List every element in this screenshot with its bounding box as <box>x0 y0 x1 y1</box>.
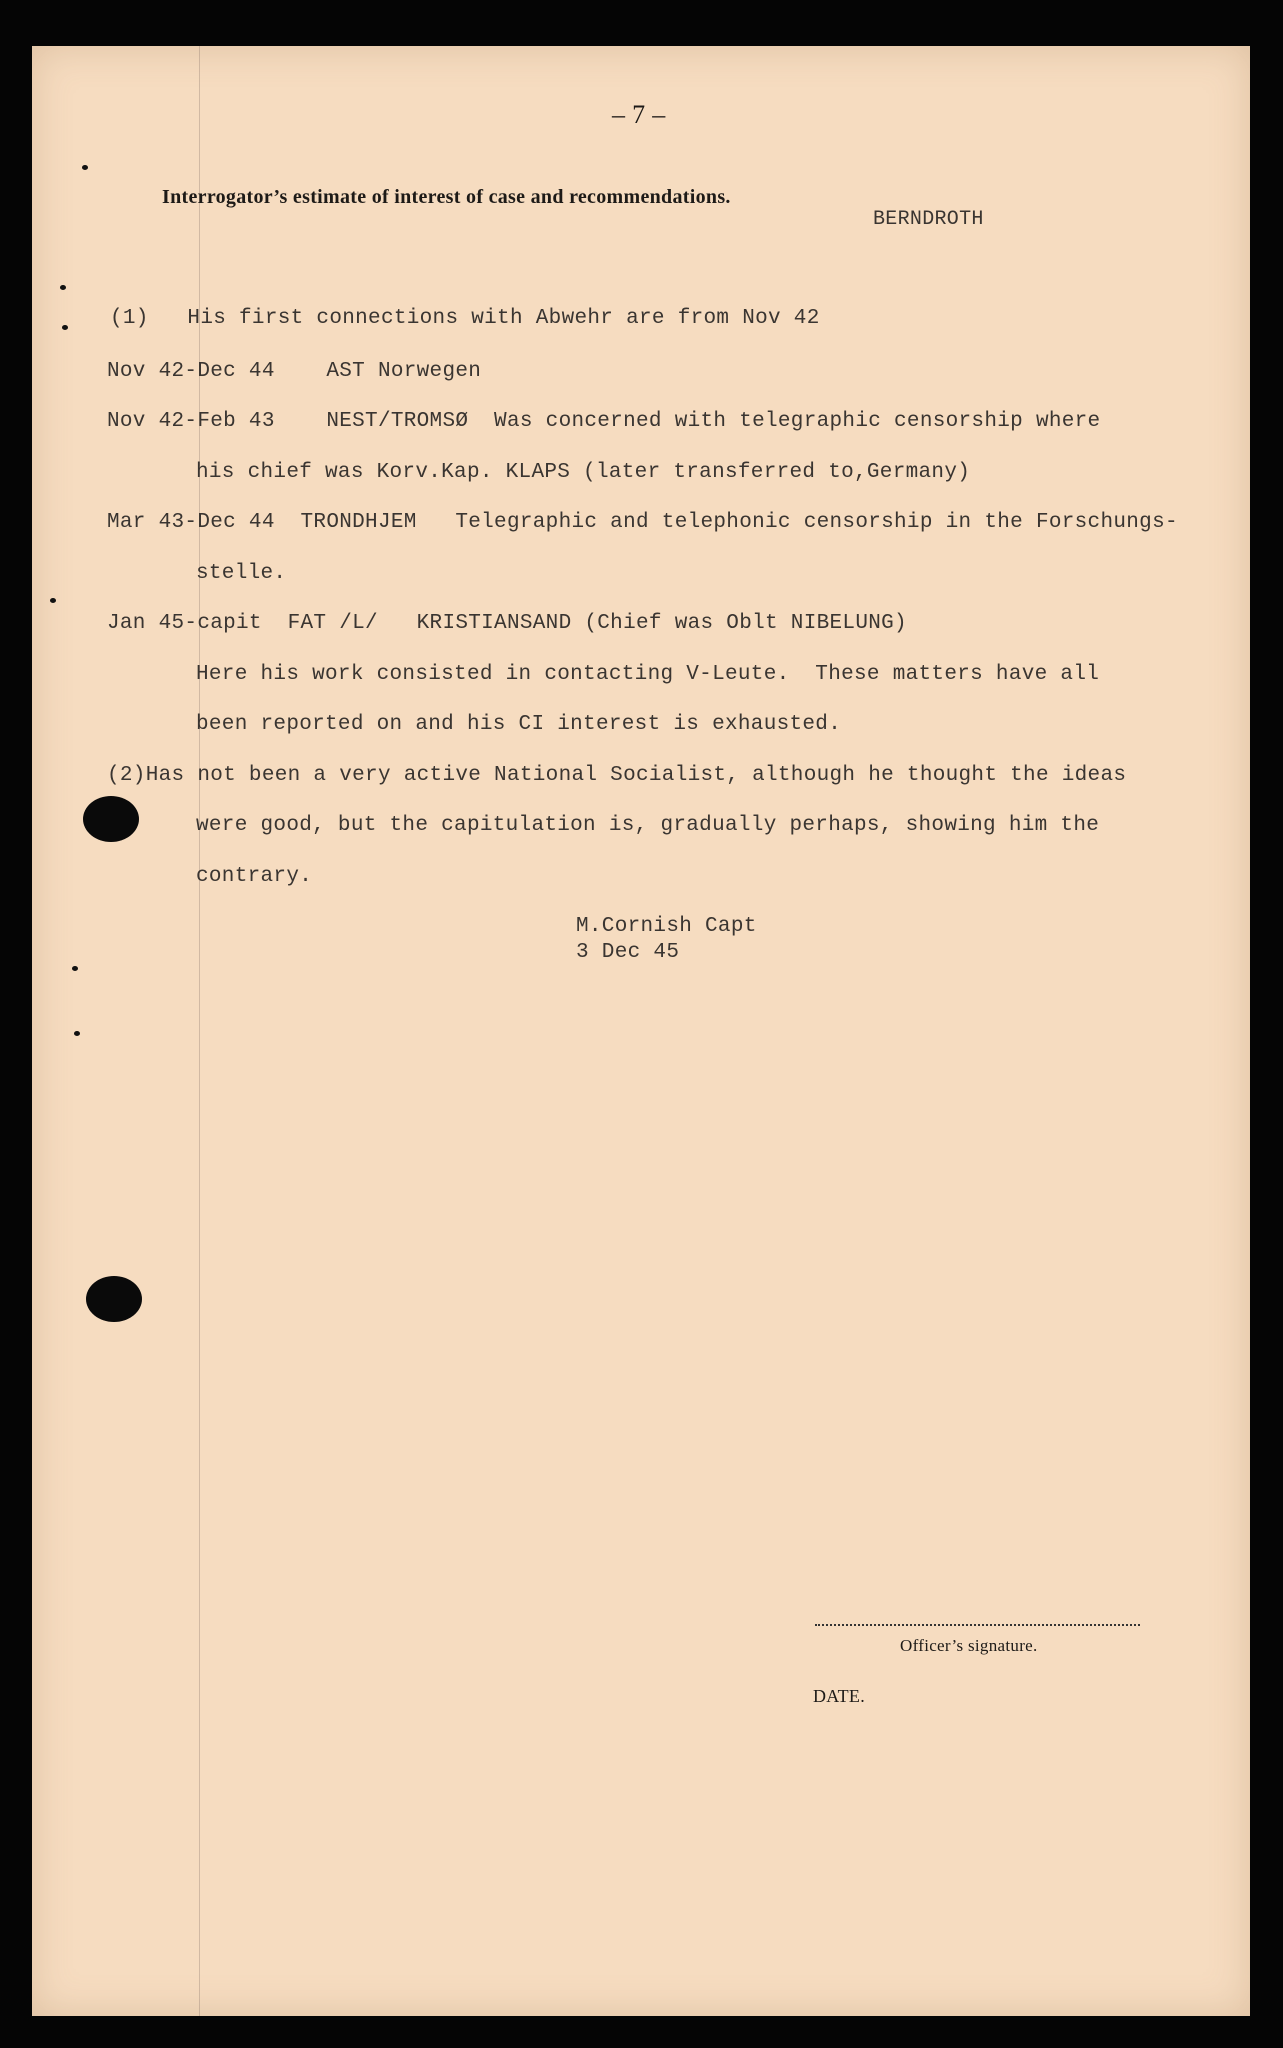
body-line: (1) His first connections with Abwehr are from Nov 42 <box>110 307 820 330</box>
document-page <box>32 46 1250 2016</box>
page-heading: Interrogator’s estimate of interest of case and recommendations. <box>162 186 731 208</box>
speck <box>82 165 88 170</box>
officer-signature-label: Officer’s signature. <box>900 1636 1038 1655</box>
body-line: contrary. <box>196 865 313 888</box>
body-line: Nov 42-Feb 43 NEST/TROMSØ Was concerned with telegraphic censorship where <box>107 410 1101 433</box>
speck <box>50 598 56 603</box>
speck <box>60 285 66 290</box>
subject-name: BERNDROTH <box>873 208 984 231</box>
date-label: DATE. <box>813 1686 865 1706</box>
punch-hole-top <box>83 796 139 842</box>
signature-name: M.Cornish Capt <box>576 915 757 938</box>
officer-signature-line <box>815 1624 1140 1626</box>
page-number: – 7 – <box>612 100 666 129</box>
speck <box>62 325 68 330</box>
body-line: Mar 43-Dec 44 TRONDHJEM Telegraphic and telephonic censorship in the Forschungs- <box>107 511 1178 534</box>
body-line: been reported on and his CI interest is exhausted. <box>196 713 842 736</box>
body-line: were good, but the capitulation is, gradually perhaps, showing him the <box>196 814 1100 837</box>
body-line: his chief was Korv.Kap. KLAPS (later transferred to,Germany) <box>196 461 971 484</box>
body-line: Here his work consisted in contacting V-Leute. These matters have all <box>196 663 1100 686</box>
punch-hole-bottom <box>86 1276 142 1322</box>
speck <box>72 966 78 971</box>
body-line: (2)Has not been a very active National Socialist, although he thought the ideas <box>107 764 1127 787</box>
speck <box>74 1031 80 1036</box>
body-line: Jan 45-capit FAT /L/ KRISTIANSAND (Chief was Oblt NIBELUNG) <box>107 612 907 635</box>
margin-line <box>199 46 200 2016</box>
body-line: stelle. <box>196 562 287 585</box>
signature-date: 3 Dec 45 <box>576 941 680 964</box>
body-line: Nov 42-Dec 44 AST Norwegen <box>107 360 482 383</box>
